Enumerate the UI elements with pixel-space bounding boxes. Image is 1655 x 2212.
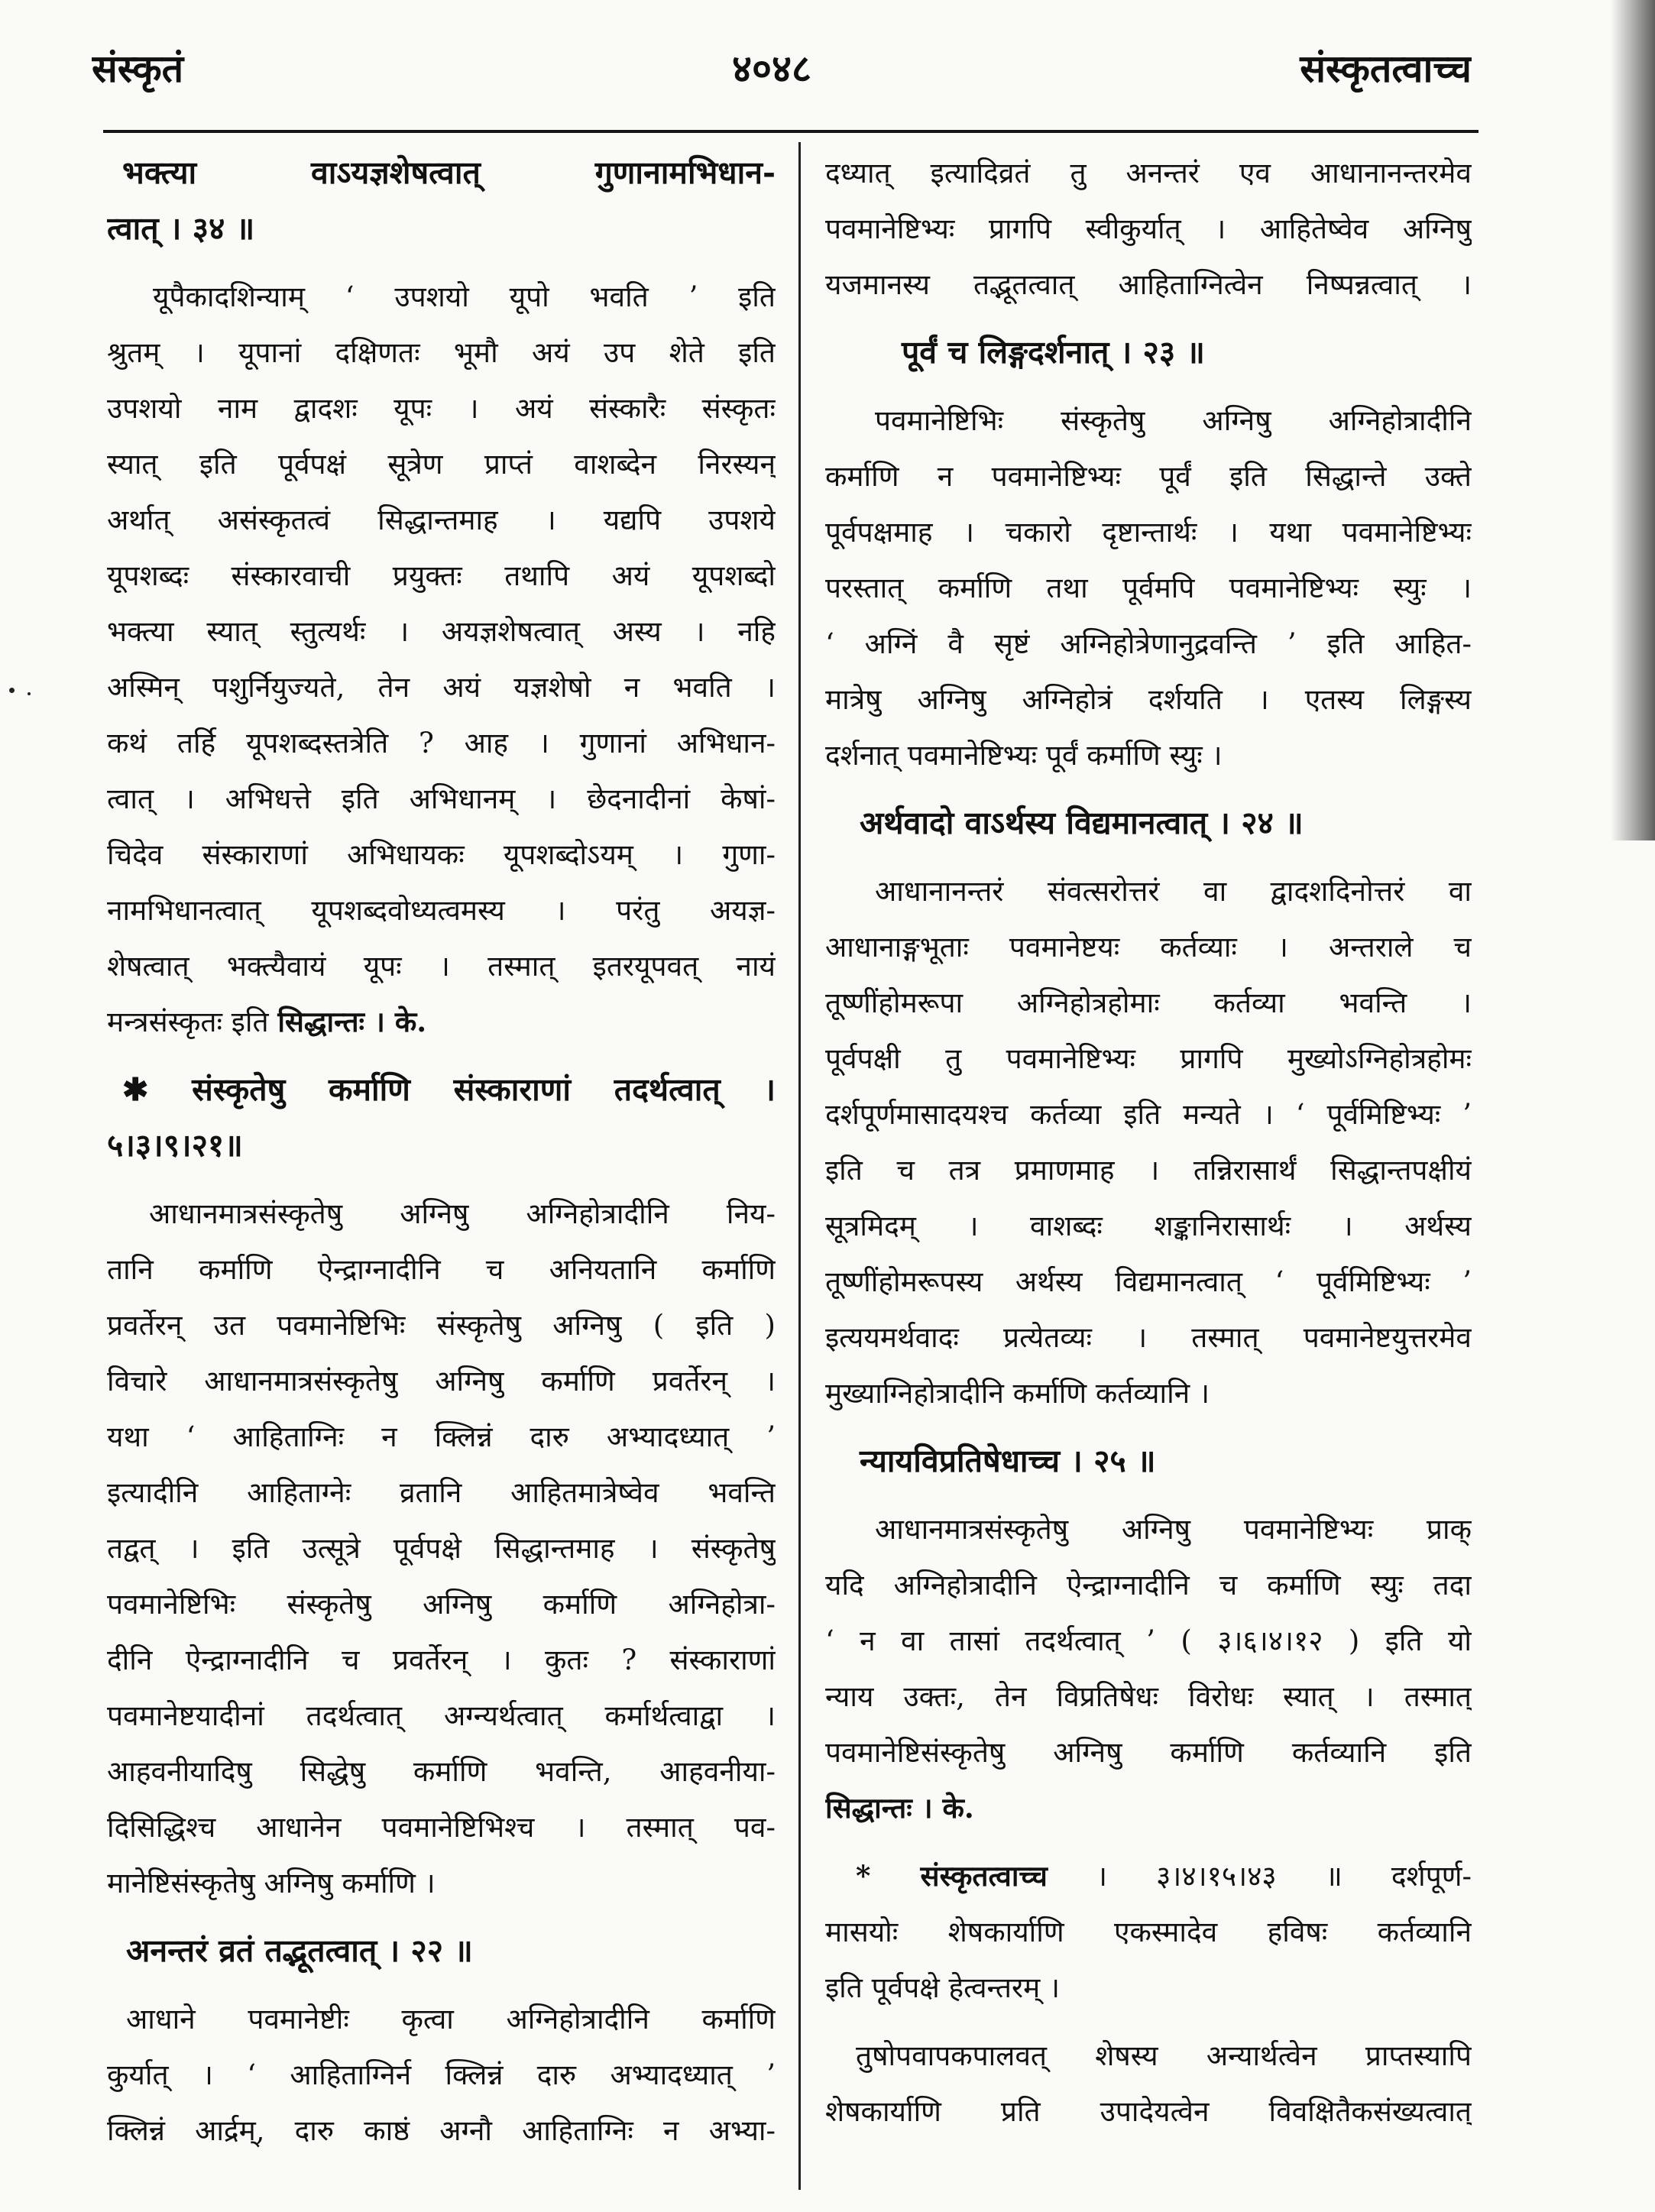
text-line: ✱ संस्कृतेषु कर्माणि संस्काराणां तदर्थत्वात् । xyxy=(122,1071,776,1108)
conclusion-label: सिद्धान्तः । के. xyxy=(277,1005,427,1038)
text-line: आहवनीयादिषु सिद्धेषु कर्माणि भवन्ति, आहवनीया- xyxy=(107,1755,776,1788)
text-line: नामभिधानत्वात् यूपशब्दवोध्यत्वमस्य । परंतु अयज्ञ- xyxy=(107,894,776,927)
scan-speck xyxy=(28,692,31,695)
text-line: यदि अग्निहोत्रादीनि ऐन्द्राग्नादीनि च कर्माणि स्युः तदा xyxy=(825,1569,1472,1602)
text-line: कुर्यात् । ‘ आहिताग्निर्न क्लिन्नं दारु अभ्यादध्यात् ’ xyxy=(107,2058,776,2091)
text-line: इति च तत्र प्रमाणमाह । तन्निरासार्थं सिद्धान्तपक्षीयं xyxy=(825,1154,1472,1187)
running-head-right: संस्कृतत्वाच्च xyxy=(1300,46,1472,91)
commentary-paragraph xyxy=(825,145,1472,313)
text-line: पवमानेष्टिभिः संस्कृतेषु अग्निषु कर्माणि अग्निहोत्रा- xyxy=(107,1588,776,1621)
text-line: पूर्वपक्षी तु पवमानेष्टिभ्यः प्रागपि मुख्योऽग्निहोत्रहोमः xyxy=(825,1042,1472,1075)
text-line: तुषोपवापकपालवत् शेषस्य अन्यार्थत्वेन प्राप्तस्यापि xyxy=(856,2039,1472,2072)
text-line: आधानानन्तरं संवत्सरोत्तरं वा द्वादशदिनोत्तरं वा xyxy=(875,875,1472,908)
sutra-heading xyxy=(107,145,776,257)
text-line: विचारे आधानमात्रसंस्कृतेषु अग्निषु कर्माणि प्रवर्तेरन् । xyxy=(107,1365,776,1397)
text-line: ५।३।९।२१॥ xyxy=(107,1127,243,1164)
text-line: मानेष्टिसंस्कृतेषु अग्निषु कर्माणि । xyxy=(107,1867,436,1899)
text-line: भक्त्या स्यात् स्तुत्यर्थः । अयज्ञशेषत्वात् अस्य । नहि xyxy=(107,615,776,648)
text-line: आधाने पवमानेष्टीः कृत्वा अग्निहोत्रादीनि कर्माणि xyxy=(126,2003,776,2035)
text-line: दीनि ऐन्द्राग्नादीनि च प्रवर्तेरन् । कुतः ? संस्काराणां xyxy=(107,1644,776,1676)
text-line: श्रुतम् । यूपानां दक्षिणतः भूमौ अयं उप शेते इति xyxy=(107,336,776,369)
conclusion-label: सिद्धान्तः । के. xyxy=(825,1791,974,1825)
footnote-sutra-label: * संस्कृतत्वाच्च xyxy=(856,1859,1048,1893)
commentary-paragraph xyxy=(825,1501,1472,1836)
text-line: मात्रेषु अग्निषु अग्निहोत्रं दर्शयति । एतस्य लिङ्गस्य xyxy=(825,683,1472,716)
page-number: ४०४८ xyxy=(732,46,811,91)
header-rule xyxy=(103,130,1478,133)
text-line: अर्थवादो वाऽर्थस्य विद्यमानत्वात् । २४ ॥ xyxy=(860,805,1304,841)
text-line: क्लिन्नं आर्द्रम्, दारु काष्ठं अग्नौ आहिताग्निः न अभ्या- xyxy=(107,2114,776,2147)
text-line: यूपशब्दः संस्कारवाची प्रयुक्तः तथापि अयं यूपशब्दो xyxy=(107,559,776,592)
sutra-heading xyxy=(107,1062,776,1174)
scan-speck xyxy=(9,688,15,693)
text-line: न्यायविप्रतिषेधाच्च । २५ ॥ xyxy=(860,1443,1156,1479)
sutra-heading xyxy=(825,325,1472,381)
text-line xyxy=(107,994,776,1050)
text-line: मासयोः शेषकार्याणि एकस्मादेव हविषः कर्तव्यानि xyxy=(825,1916,1472,1948)
scan-edge-shadow xyxy=(1611,0,1655,840)
commentary-paragraph xyxy=(107,1991,776,2159)
running-head-left: संस्कृतं xyxy=(92,46,184,91)
commentary-paragraph xyxy=(107,269,776,1050)
text-line: पूर्वं च लिङ्गदर्शनात् । २३ ॥ xyxy=(902,334,1205,371)
text-line: अस्मिन् पशुर्नियुज्यते, तेन अयं यज्ञशेषो न भवति । xyxy=(107,671,776,704)
text-line: इत्ययमर्थवादः प्रत्येतव्यः । तस्मात् पवमानेष्टयुत्तरमेव xyxy=(825,1321,1472,1354)
commentary-paragraph xyxy=(107,1186,776,1911)
sutra-heading xyxy=(825,795,1472,851)
text-line: पवमानेष्टिसंस्कृतेषु अग्निषु कर्माणि कर्तव्यानि इति xyxy=(825,1736,1472,1769)
text-line: चिदेव संस्काराणां अभिधायकः यूपशब्दोऽयम् । गुणा- xyxy=(107,838,776,871)
text-line: ‘ अग्निं वै सृष्टं अग्निहोत्रेणानुद्रवन्ति ’ इति आहित- xyxy=(825,627,1472,660)
commentary-paragraph xyxy=(825,393,1472,783)
text-line: पवमानेष्टिभिः संस्कृतेषु अग्निषु अग्निहोत्रादीनि xyxy=(875,404,1472,437)
column-divider xyxy=(798,142,801,2190)
text-line: दिसिद्धिश्च आधानेन पवमानेष्टिभिश्च । तस्मात् पव- xyxy=(107,1811,776,1844)
text-line: मुख्याग्निहोत्रादीनि कर्माणि कर्तव्यानि । xyxy=(825,1377,1210,1410)
text-line: पूर्वपक्षमाह । चकारो दृष्टान्तार्थः । यथा पवमानेष्टिभ्यः xyxy=(825,516,1472,549)
text-line: आधानमात्रसंस्कृतेषु अग्निषु अग्निहोत्रादीनि निय- xyxy=(149,1197,776,1230)
text-line: ‘ न वा तासां तदर्थत्वात् ’ ( ३।६।४।१२ ) इति यो xyxy=(825,1624,1472,1657)
text-line: न्याय उक्तः, तेन विप्रतिषेधः विरोधः स्यात् । तस्मात् xyxy=(825,1680,1472,1713)
text-line: दध्यात् इत्यादिव्रतं तु अनन्तरं एव आधानानन्तरमेव xyxy=(825,157,1472,189)
sutra-heading xyxy=(107,1923,776,1979)
text-fragment: । ३।४।१५।४३ ॥ दर्शपूर्ण- xyxy=(1047,1860,1472,1893)
text-line: दर्शपूर्णमासादयश्च कर्तव्या इति मन्यते । ‘ पूर्वमिष्टिभ्यः ’ xyxy=(825,1098,1472,1131)
text-line: आधानमात्रसंस्कृतेषु अग्निषु पवमानेष्टिभ्यः प्राक् xyxy=(875,1513,1472,1546)
commentary-paragraph xyxy=(825,863,1472,1421)
text-line: शेषत्वात् भक्त्यैवायं यूपः । तस्मात् इतरयूपवत् नायं xyxy=(107,950,776,983)
text-line: दर्शनात् पवमानेष्टिभ्यः पूर्वं कर्माणि स्युः । xyxy=(825,739,1223,772)
text-line: तद्वत् । इति उत्सूत्रे पूर्वपक्षे सिद्धान्तमाह । संस्कृतेषु xyxy=(107,1532,776,1565)
text-line: भक्त्या वाऽयज्ञशेषत्वात् गुणानामभिधान- xyxy=(122,154,776,191)
text-line: तूष्णींहोमरूपा अग्निहोत्रहोमाः कर्तव्या भवन्ति । xyxy=(825,986,1472,1019)
text-line: त्वात् । ३४ ॥ xyxy=(107,210,255,247)
text-line xyxy=(825,1848,1472,1904)
text-line: कथं तर्हि यूपशब्दस्तत्रेति ? आह । गुणानां अभिधान- xyxy=(107,727,776,759)
text-line: पवमानेष्टयादीनां तदर्थत्वात् अग्न्यर्थत्वात् कर्मार्थत्वाद्वा । xyxy=(107,1699,776,1732)
text-fragment: मन्त्रसंस्कृतः इति xyxy=(107,1006,278,1038)
text-line: यथा ‘ आहिताग्निः न क्लिन्नं दारु अभ्यादध्यात् ’ xyxy=(107,1420,776,1453)
text-line: आधानाङ्गभूताः पवमानेष्टयः कर्तव्याः । अन्तराले च xyxy=(825,931,1472,963)
text-line: तानि कर्माणि ऐन्द्राग्नादीनि च अनियतानि कर्माणि xyxy=(107,1253,776,1286)
text-line: शेषकार्याणि प्रति उपादेयत्वेन विवक्षितैकसंख्यत्वात् xyxy=(825,2095,1472,2128)
text-line: त्वात् । अभिधत्ते इति अभिधानम् । छेदनादीनां केषां- xyxy=(107,782,776,815)
text-line: यूपैकादशिन्याम् ‘ उपशयो यूपो भवति ’ इति xyxy=(153,280,776,313)
text-line: परस्तात् कर्माणि तथा पूर्वमपि पवमानेष्टिभ्यः स्युः । xyxy=(825,572,1472,604)
text-line: उपशयो नाम द्वादशः यूपः । अयं संस्कारैः संस्कृतः xyxy=(107,392,776,425)
text-line: तूष्णींहोमरूपस्य अर्थस्य विद्यमानत्वात् ‘ पूर्वमिष्टिभ्यः ’ xyxy=(825,1265,1472,1298)
left-column xyxy=(107,145,776,2171)
text-line: पवमानेष्टिभ्यः प्रागपि स्वीकुर्यात् । आहितेष्वेव अग्निषु xyxy=(825,212,1472,245)
sutra-heading xyxy=(825,1433,1472,1489)
text-line: इति पूर्वपक्षे हेत्वन्तरम् । xyxy=(825,1971,1061,2004)
text-line: अर्थात् असंस्कृतत्वं सिद्धान्तमाह । यद्यपि उपशये xyxy=(107,504,776,536)
text-line: कर्माणि न पवमानेष्टिभ्यः पूर्वं इति सिद्धान्ते उक्ते xyxy=(825,460,1472,493)
text-line: सूत्रमिदम् । वाशब्दः शङ्कानिरासार्थः । अर्थस्य xyxy=(825,1210,1472,1242)
commentary-paragraph xyxy=(825,2028,1472,2139)
right-column xyxy=(825,145,1472,2152)
footnote-paragraph xyxy=(825,1848,1472,2016)
text-line: इत्यादीनि आहिताग्नेः व्रतानि आहितमात्रेष्वेव भवन्ति xyxy=(107,1476,776,1509)
text-line: अनन्तरं व्रतं तद्भूतत्वात् । २२ ॥ xyxy=(126,1932,473,1969)
text-line: स्यात् इति पूर्वपक्षं सूत्रेण प्राप्तं वाशब्देन निरस्यन् xyxy=(107,448,776,481)
text-line: यजमानस्य तद्भूतत्वात् आहिताग्नित्वेन निष्पन्नत्वात् । xyxy=(825,268,1472,301)
text-line: प्रवर्तेरन् उत पवमानेष्टिभिः संस्कृतेषु अग्निषु ( इति ) xyxy=(107,1309,776,1342)
